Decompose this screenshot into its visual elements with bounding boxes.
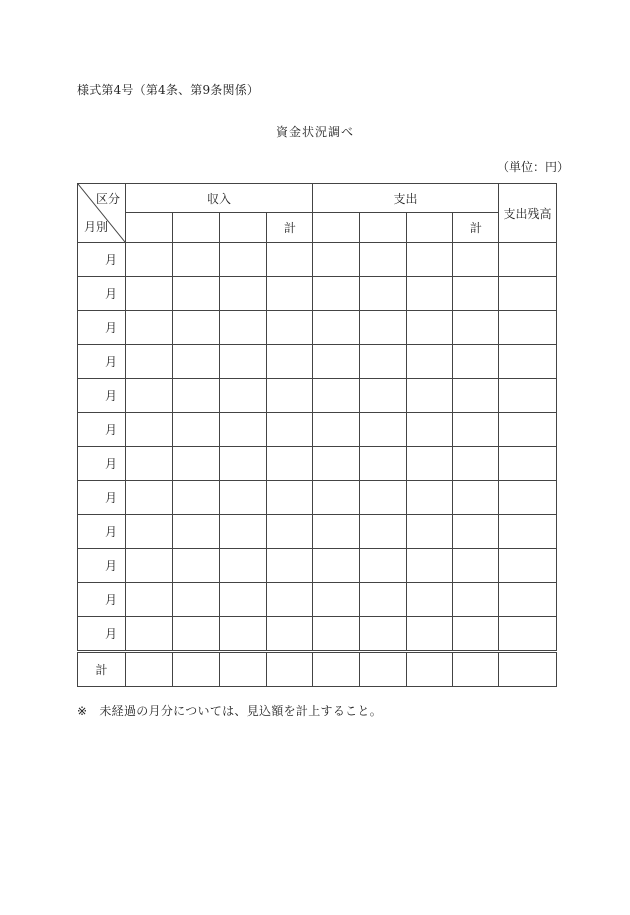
amount-cell[interactable] (126, 277, 173, 311)
total-amount-cell[interactable] (313, 652, 360, 687)
amount-cell[interactable] (173, 345, 220, 379)
expense-header: 支出 (313, 184, 499, 213)
amount-cell[interactable] (360, 515, 407, 549)
total-amount-cell[interactable] (173, 652, 220, 687)
amount-cell[interactable] (220, 379, 267, 413)
amount-cell[interactable] (499, 447, 557, 481)
table-row (78, 277, 557, 311)
amount-cell[interactable] (407, 583, 453, 617)
amount-cell[interactable] (173, 311, 220, 345)
expense-sum-header: 計 (453, 213, 499, 243)
amount-cell[interactable] (126, 413, 173, 447)
document-title: 資金状況調べ (275, 125, 354, 139)
form-number-label: 様式第4号（第4条、第9条関係） (77, 83, 260, 97)
corner-label-category: 区分 (95, 192, 120, 206)
amount-cell[interactable] (173, 413, 220, 447)
amount-cell[interactable] (499, 617, 557, 652)
total-amount-cell[interactable] (453, 652, 499, 687)
amount-cell[interactable] (313, 481, 360, 515)
amount-cell[interactable] (126, 447, 173, 481)
table-row (78, 481, 557, 515)
total-amount-cell[interactable] (360, 652, 407, 687)
amount-cell[interactable] (407, 481, 453, 515)
amount-cell[interactable] (407, 617, 453, 652)
amount-cell[interactable] (313, 617, 360, 652)
amount-cell[interactable] (267, 549, 313, 583)
month-label: 月 (78, 243, 126, 277)
amount-cell[interactable] (313, 583, 360, 617)
month-label: 月 (78, 549, 126, 583)
amount-cell[interactable] (267, 413, 313, 447)
amount-cell[interactable] (453, 515, 499, 549)
amount-cell[interactable] (453, 447, 499, 481)
amount-cell[interactable] (453, 583, 499, 617)
amount-cell[interactable] (173, 583, 220, 617)
amount-cell[interactable] (220, 481, 267, 515)
total-amount-cell[interactable] (499, 652, 557, 687)
total-amount-cell[interactable] (126, 652, 173, 687)
amount-cell[interactable] (126, 549, 173, 583)
income-sub-cell[interactable] (173, 213, 220, 243)
amount-cell[interactable] (313, 379, 360, 413)
table-row (78, 345, 557, 379)
amount-cell[interactable] (453, 379, 499, 413)
unit-label: （単位：円） (497, 160, 570, 174)
amount-cell[interactable] (453, 277, 499, 311)
amount-cell[interactable] (499, 413, 557, 447)
amount-cell[interactable] (220, 617, 267, 652)
fund-status-table (77, 183, 557, 687)
amount-cell[interactable] (267, 243, 313, 277)
amount-cell[interactable] (499, 515, 557, 549)
table-row (78, 549, 557, 583)
amount-cell[interactable] (453, 345, 499, 379)
total-amount-cell[interactable] (220, 652, 267, 687)
total-row (78, 652, 557, 687)
amount-cell[interactable] (220, 243, 267, 277)
corner-cell (78, 184, 126, 243)
amount-cell[interactable] (173, 447, 220, 481)
amount-cell[interactable] (267, 447, 313, 481)
amount-cell[interactable] (173, 277, 220, 311)
total-label: 計 (78, 652, 126, 687)
month-label: 月 (78, 583, 126, 617)
amount-cell[interactable] (313, 345, 360, 379)
amount-cell[interactable] (126, 311, 173, 345)
amount-cell[interactable] (220, 583, 267, 617)
amount-cell[interactable] (453, 617, 499, 652)
month-label: 月 (78, 345, 126, 379)
amount-cell[interactable] (407, 277, 453, 311)
month-label: 月 (78, 413, 126, 447)
total-amount-cell[interactable] (407, 652, 453, 687)
amount-cell[interactable] (126, 379, 173, 413)
amount-cell[interactable] (453, 413, 499, 447)
amount-cell[interactable] (407, 379, 453, 413)
amount-cell[interactable] (267, 311, 313, 345)
header-row-2 (78, 213, 557, 243)
footnote (77, 702, 382, 719)
header-row-1 (78, 184, 557, 213)
table-row (78, 311, 557, 345)
amount-cell[interactable] (220, 515, 267, 549)
amount-cell[interactable] (220, 311, 267, 345)
month-label: 月 (78, 481, 126, 515)
income-sum-header: 計 (267, 213, 313, 243)
amount-cell[interactable] (313, 311, 360, 345)
amount-cell[interactable] (313, 515, 360, 549)
amount-cell[interactable] (126, 583, 173, 617)
amount-cell[interactable] (173, 617, 220, 652)
income-sub-cell[interactable] (126, 213, 173, 243)
table-row (78, 515, 557, 549)
amount-cell[interactable] (360, 379, 407, 413)
amount-cell[interactable] (267, 277, 313, 311)
month-label: 月 (78, 447, 126, 481)
amount-cell[interactable] (173, 379, 220, 413)
amount-cell[interactable] (220, 549, 267, 583)
amount-cell[interactable] (126, 243, 173, 277)
amount-cell[interactable] (453, 481, 499, 515)
amount-cell[interactable] (220, 447, 267, 481)
table-row (78, 413, 557, 447)
amount-cell[interactable] (407, 311, 453, 345)
amount-cell[interactable] (267, 617, 313, 652)
amount-cell[interactable] (267, 379, 313, 413)
amount-cell[interactable] (499, 311, 557, 345)
amount-cell[interactable] (453, 311, 499, 345)
income-header: 収入 (126, 184, 313, 213)
table-row (78, 379, 557, 413)
amount-cell[interactable] (313, 447, 360, 481)
amount-cell[interactable] (360, 481, 407, 515)
amount-cell[interactable] (360, 277, 407, 311)
footnote-text: 未経過の月分については、見込額を計上すること。 (99, 704, 383, 718)
amount-cell[interactable] (453, 549, 499, 583)
amount-cell[interactable] (407, 515, 453, 549)
table-row (78, 583, 557, 617)
reference-mark: ※ (77, 704, 88, 718)
amount-cell[interactable] (407, 243, 453, 277)
amount-cell[interactable] (313, 243, 360, 277)
income-sub-cell[interactable] (220, 213, 267, 243)
month-label: 月 (78, 311, 126, 345)
corner-label-month: 月別 (84, 220, 109, 234)
amount-cell[interactable] (267, 515, 313, 549)
table-row (78, 243, 557, 277)
amount-cell[interactable] (313, 549, 360, 583)
expense-sub-cell[interactable] (360, 213, 407, 243)
amount-cell[interactable] (499, 243, 557, 277)
amount-cell[interactable] (267, 583, 313, 617)
amount-cell[interactable] (360, 413, 407, 447)
amount-cell[interactable] (220, 413, 267, 447)
amount-cell[interactable] (313, 277, 360, 311)
amount-cell[interactable] (499, 379, 557, 413)
amount-cell[interactable] (360, 345, 407, 379)
amount-cell[interactable] (126, 481, 173, 515)
amount-cell[interactable] (173, 481, 220, 515)
amount-cell[interactable] (220, 277, 267, 311)
month-label: 月 (78, 277, 126, 311)
table-row (78, 447, 557, 481)
amount-cell[interactable] (499, 549, 557, 583)
amount-cell[interactable] (407, 549, 453, 583)
amount-cell[interactable] (407, 345, 453, 379)
total-amount-cell[interactable] (267, 652, 313, 687)
amount-cell[interactable] (360, 447, 407, 481)
expense-sub-cell[interactable] (407, 213, 453, 243)
amount-cell[interactable] (313, 413, 360, 447)
table-row (78, 617, 557, 652)
amount-cell[interactable] (499, 277, 557, 311)
amount-cell[interactable] (173, 243, 220, 277)
amount-cell[interactable] (126, 515, 173, 549)
month-label: 月 (78, 379, 126, 413)
amount-cell[interactable] (407, 413, 453, 447)
amount-cell[interactable] (360, 583, 407, 617)
amount-cell[interactable] (267, 345, 313, 379)
amount-cell[interactable] (126, 617, 173, 652)
amount-cell[interactable] (267, 481, 313, 515)
amount-cell[interactable] (173, 549, 220, 583)
month-label: 月 (78, 515, 126, 549)
amount-cell[interactable] (453, 243, 499, 277)
amount-cell[interactable] (126, 345, 173, 379)
amount-cell[interactable] (220, 345, 267, 379)
amount-cell[interactable] (360, 311, 407, 345)
amount-cell[interactable] (499, 345, 557, 379)
amount-cell[interactable] (360, 243, 407, 277)
amount-cell[interactable] (407, 447, 453, 481)
amount-cell[interactable] (173, 515, 220, 549)
month-label: 月 (78, 617, 126, 652)
amount-cell[interactable] (360, 549, 407, 583)
balance-header: 支出残高 (499, 184, 557, 243)
amount-cell[interactable] (360, 617, 407, 652)
amount-cell[interactable] (499, 583, 557, 617)
amount-cell[interactable] (499, 481, 557, 515)
expense-sub-cell[interactable] (313, 213, 360, 243)
